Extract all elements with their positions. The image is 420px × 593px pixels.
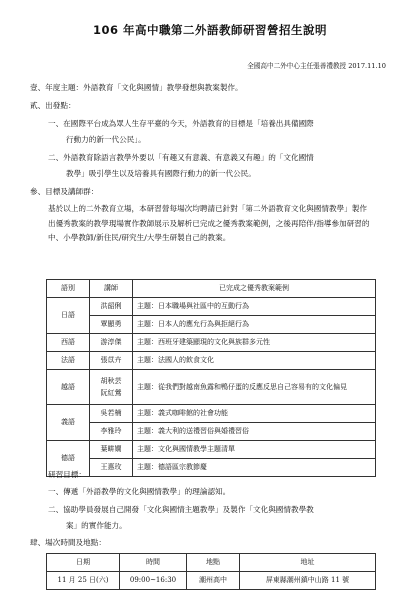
topic-cell: 主題：義大利的送禮習俗與婚禮習俗 bbox=[133, 423, 376, 441]
header-lecturer: 講師 bbox=[90, 280, 133, 298]
table-row bbox=[47, 352, 376, 370]
lecturer-cell: 李雅玲 bbox=[90, 423, 133, 441]
header-date: 日期 bbox=[47, 554, 120, 572]
header-place: 地點 bbox=[187, 554, 240, 572]
topic-cell: 主題：德語區宗教節慶 bbox=[133, 459, 376, 477]
date-cell: 11 月 25 日(六) bbox=[47, 572, 120, 590]
outcome-2-line-1: 二、協助學員發展自己開發「文化與國情主題教學」及製作「文化與國情教學教 bbox=[48, 505, 314, 514]
table-row bbox=[47, 370, 376, 405]
table-row bbox=[47, 572, 376, 590]
lecturer-cell: 王惠玫 bbox=[90, 459, 133, 477]
schedule-table-header bbox=[47, 554, 376, 572]
lecturer-cell bbox=[90, 370, 133, 405]
header-example: 已完成之優秀教案範例 bbox=[133, 280, 376, 298]
lecturer-cell: 覃顯勇 bbox=[90, 316, 133, 334]
header-language: 語別 bbox=[47, 280, 90, 298]
topic-cell: 主題：法國人的飲食文化 bbox=[133, 352, 376, 370]
header-time: 時間 bbox=[120, 554, 187, 572]
section-2-point-2-line-2: 教學」吸引學生以及培養具有國際行動力的新一代公民。 bbox=[66, 169, 256, 178]
language-cell: 德語 bbox=[47, 441, 90, 477]
topic-cell: 主題：義式咖啡館的社會功能 bbox=[133, 405, 376, 423]
outcome-1: 一、傳遞「外語教學的文化與國情教學」的理論認知。 bbox=[48, 487, 231, 496]
header-address: 地址 bbox=[240, 554, 376, 572]
topic-cell: 主題：日本職場與社區中的互動行為 bbox=[133, 298, 376, 316]
section-4-heading: 肆、場次時間及地點： bbox=[30, 538, 106, 547]
author-line: 全國高中二外中心主任張善禮教授 2017.11.10 bbox=[247, 62, 386, 70]
lecturer-table bbox=[46, 279, 376, 477]
lecturer-name: 阮紅鶯 bbox=[100, 389, 122, 397]
table-row bbox=[47, 423, 376, 441]
time-cell: 09:00~16:30 bbox=[120, 572, 187, 590]
lecturer-cell: 張苡卉 bbox=[90, 352, 133, 370]
table-row bbox=[47, 441, 376, 459]
language-cell: 義語 bbox=[47, 405, 90, 441]
topic-cell: 主題：日本人的應允行為與拒絕行為 bbox=[133, 316, 376, 334]
table-row bbox=[47, 334, 376, 352]
table-row bbox=[47, 316, 376, 334]
language-cell: 西語 bbox=[47, 334, 90, 352]
language-cell: 越語 bbox=[47, 370, 90, 405]
outcomes-heading: 研習目標： bbox=[48, 470, 86, 479]
topic-cell: 主題：西班牙建築顯現的文化與族群多元性 bbox=[133, 334, 376, 352]
lecturer-cell: 吳若楠 bbox=[90, 405, 133, 423]
lecturer-table-header bbox=[47, 280, 376, 298]
place-cell: 潮州高中 bbox=[187, 572, 240, 590]
language-cell: 法語 bbox=[47, 352, 90, 370]
section-2-heading: 貳、出發點： bbox=[30, 101, 76, 110]
table-row bbox=[47, 405, 376, 423]
outcome-2-line-2: 案」的實作能力。 bbox=[66, 521, 127, 530]
language-cell: 日語 bbox=[47, 298, 90, 334]
table-row bbox=[47, 459, 376, 477]
section-3-intro: 基於以上的二外教育立場，本研習營每場次均聘請已針對「第二外語教育文化與國情教學」製作出優秀教案的教學現場實作教師展示及解析已完成之優秀教案範例，之後再陪伴/指導參加研習的中、小學教師/新住民/研究生/大學生研製自己的教案。 bbox=[48, 204, 370, 242]
table-row bbox=[47, 298, 376, 316]
address-cell: 屏東縣潮州鎮中山路 11 號 bbox=[240, 572, 376, 590]
lecturer-name: 胡秋芸 bbox=[100, 377, 122, 385]
lecturer-cell: 游淳傑 bbox=[90, 334, 133, 352]
section-3-heading: 參、目標及講師群： bbox=[30, 187, 99, 196]
topic-cell: 主題：文化與國情教學主題清單 bbox=[133, 441, 376, 459]
schedule-table bbox=[46, 553, 376, 590]
lecturer-cell: 葉畊嫺 bbox=[90, 441, 133, 459]
section-2-point-1-line-1: 一、在國際平台成為眾人生存平臺的今天，外語教育的目標是「培養出具備國際 bbox=[48, 119, 314, 128]
lecturer-cell: 洪韶俐 bbox=[90, 298, 133, 316]
document-title: 106 年高中職第二外語教師研習營招生說明 bbox=[92, 23, 327, 37]
section-2-point-2-line-1: 二、外語教育除語言教學外要以「有趣又有意義、有意義又有趣」的「文化國情 bbox=[48, 153, 314, 162]
section-1-theme: 壹、年度主題：外語教育「文化與國情」教學發想與教案製作。 bbox=[30, 83, 243, 92]
section-2-point-1-line-2: 行動力的新一代公民」。 bbox=[66, 135, 146, 144]
topic-cell: 主題：從我們對越南魚露和鴨仔蛋的反應反思自己容易有的文化偏見 bbox=[133, 370, 376, 405]
